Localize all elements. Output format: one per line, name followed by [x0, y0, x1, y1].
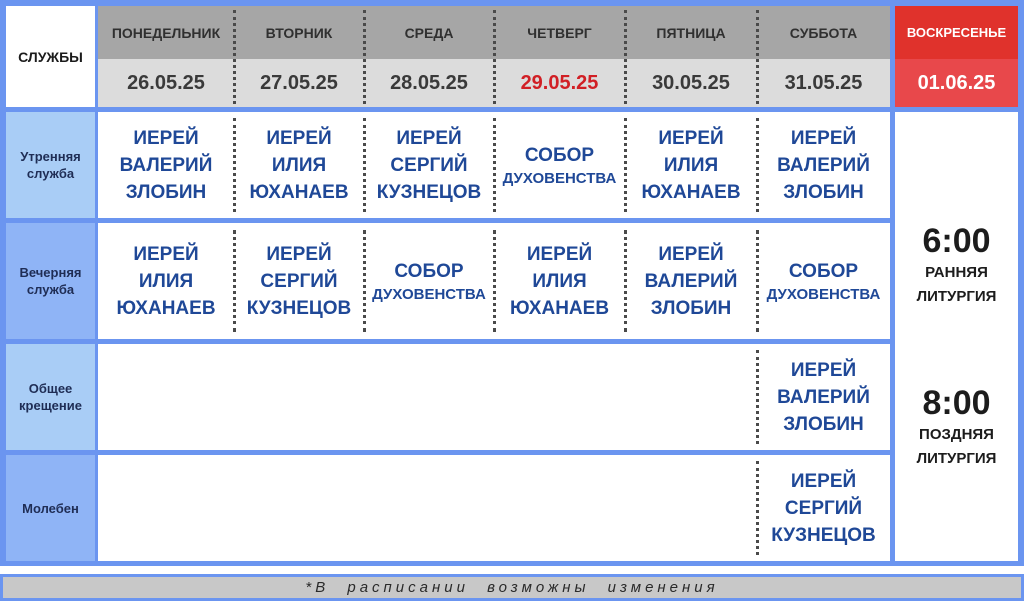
entry-line: КУЗНЕЦОВ [376, 181, 482, 203]
cell-divider [233, 118, 236, 212]
day-name: ПЯТНИЦА [656, 24, 726, 41]
day-name: СРЕДА [404, 24, 454, 41]
entry-line: ЗЛОБИН [650, 297, 732, 319]
day-date-thursday [494, 59, 625, 107]
evening-cell-tuesday [234, 223, 364, 339]
day-date: 29.05.25 [520, 71, 599, 94]
sunday-service-late [917, 383, 997, 471]
entry-line: ВАЛЕРИЙ [119, 154, 213, 176]
entry-line: ВАЛЕРИЙ [777, 154, 870, 176]
day-header-saturday [757, 6, 890, 59]
evening-cell-thursday [494, 223, 625, 339]
row-label-text: Молебен [22, 500, 79, 516]
sunday-services-column [895, 112, 1018, 561]
entry-line: ИЛИЯ [663, 154, 719, 176]
entry-line: ИЕРЕЙ [790, 359, 857, 381]
morning-cell-monday [98, 112, 234, 218]
entry-line: ВАЛЕРИЙ [644, 270, 738, 292]
entry-line: ИЕРЕЙ [133, 243, 199, 265]
cell-divider [233, 230, 236, 332]
morning-cell-friday [625, 112, 757, 218]
entry-line: ИЕРЕЙ [266, 243, 332, 265]
header-divider [756, 10, 759, 104]
header-divider [624, 10, 627, 104]
entry-line: ЗЛОБИН [783, 413, 864, 435]
entry-line: КУЗНЕЦОВ [771, 524, 876, 546]
row-label-text: Вечерняя служба [19, 265, 82, 297]
cell-divider [493, 230, 496, 332]
day-date: 30.05.25 [652, 71, 730, 94]
entry-line: ЗЛОБИН [783, 181, 864, 203]
moleben-cell-saturday [757, 455, 890, 561]
evening-cell-friday [625, 223, 757, 339]
entry-line: ИЛИЯ [532, 270, 587, 292]
cell-divider [624, 230, 627, 332]
day-date-friday [625, 59, 757, 107]
entry-line: ЮХАНАЕВ [509, 297, 610, 319]
entry-line: СЕРГИЙ [260, 270, 338, 292]
entry-line: ИЕРЕЙ [790, 470, 857, 492]
cell-divider [756, 350, 759, 444]
day-header-wednesday [364, 6, 494, 59]
row-label-morning [6, 112, 95, 218]
day-date-saturday [757, 59, 890, 107]
day-name: ПОНЕДЕЛЬНИК [111, 24, 221, 41]
row-label-baptism [6, 344, 95, 450]
footer-note-box [3, 577, 1021, 598]
entry-line: ИЕРЕЙ [658, 127, 724, 149]
day-date-wednesday [364, 59, 494, 107]
day-name: СУББОТА [789, 24, 858, 41]
morning-cell-saturday [757, 112, 890, 218]
day-header-thursday [494, 6, 625, 59]
entry-line: ДУХОВЕНСТВА [372, 285, 486, 303]
entry-line: ЮХАНАЕВ [249, 181, 349, 203]
day-name: ЧЕТВЕРГ [527, 24, 592, 41]
entry-line: ИЕРЕЙ [266, 127, 332, 149]
entry-line: ИЕРЕЙ [396, 127, 462, 149]
entry-line: СОБОР [524, 144, 595, 166]
entry-line: ИЕРЕЙ [526, 243, 593, 265]
day-name: ВТОРНИК [265, 24, 333, 41]
sunday-header [895, 6, 1018, 59]
footer-note: *В расписании возможны изменения [305, 579, 719, 596]
cell-divider [363, 118, 366, 212]
day-date: 31.05.25 [784, 71, 863, 94]
entry-line: ЮХАНАЕВ [641, 181, 741, 203]
service-label: РАННЯЯ [925, 263, 988, 281]
services-header-label: СЛУЖБЫ [18, 48, 83, 65]
evening-cell-saturday [757, 223, 890, 339]
entry-line: ЮХАНАЕВ [116, 297, 216, 319]
sunday-date [895, 59, 1018, 107]
day-date: 28.05.25 [390, 71, 468, 94]
cell-divider [756, 230, 759, 332]
entry-line: СЕРГИЙ [390, 154, 468, 176]
cell-divider [363, 230, 366, 332]
entry-line: ИЛИЯ [271, 154, 327, 176]
entry-line: ВАЛЕРИЙ [777, 386, 870, 408]
day-date-monday [98, 59, 234, 107]
row-label-text: Утренняя служба [20, 149, 81, 181]
day-date-tuesday [234, 59, 364, 107]
day-date: 26.05.25 [127, 71, 205, 94]
service-label: ЛИТУРГИЯ [916, 449, 997, 467]
cell-divider [756, 461, 759, 555]
entry-line: ИЕРЕЙ [790, 127, 857, 149]
entry-line: ДУХОВЕНСТВА [502, 169, 617, 187]
entry-line: ИЕРЕЙ [658, 243, 724, 265]
row-label-moleben [6, 455, 95, 561]
morning-cell-thursday [494, 112, 625, 218]
header-divider [363, 10, 366, 104]
row-label-evening [6, 223, 95, 339]
entry-line: ИЕРЕЙ [133, 127, 199, 149]
evening-cell-wednesday [364, 223, 494, 339]
morning-cell-tuesday [234, 112, 364, 218]
footer-bar [0, 574, 1024, 601]
day-date: 27.05.25 [260, 71, 338, 94]
service-label: ПОЗДНЯЯ [919, 425, 994, 443]
cell-divider [756, 118, 759, 212]
sunday-service-early [917, 221, 997, 309]
entry-line: СЕРГИЙ [784, 497, 863, 519]
entry-line: СОБОР [788, 260, 859, 282]
day-header-monday [98, 6, 234, 59]
day-header-tuesday [234, 6, 364, 59]
entry-line: ЗЛОБИН [125, 181, 207, 203]
service-time: 6:00 [922, 221, 991, 260]
header-divider [493, 10, 496, 104]
entry-line: СОБОР [394, 260, 464, 282]
entry-line: ДУХОВЕНСТВА [766, 285, 881, 303]
sunday-date-text: 01.06.25 [917, 71, 996, 94]
entry-line: КУЗНЕЦОВ [246, 297, 352, 319]
service-label: ЛИТУРГИЯ [916, 287, 997, 305]
header-divider [233, 10, 236, 104]
entry-line: ИЛИЯ [138, 270, 194, 292]
cell-divider [624, 118, 627, 212]
baptism-cell-saturday [757, 344, 890, 450]
evening-cell-monday [98, 223, 234, 339]
day-header-friday [625, 6, 757, 59]
cell-divider [493, 118, 496, 212]
service-time: 8:00 [922, 383, 991, 422]
services-header [6, 6, 95, 107]
sunday-name: ВОСКРЕСЕНЬЕ [906, 25, 1007, 40]
row-label-text: Общее крещение [19, 381, 82, 413]
morning-cell-wednesday [364, 112, 494, 218]
